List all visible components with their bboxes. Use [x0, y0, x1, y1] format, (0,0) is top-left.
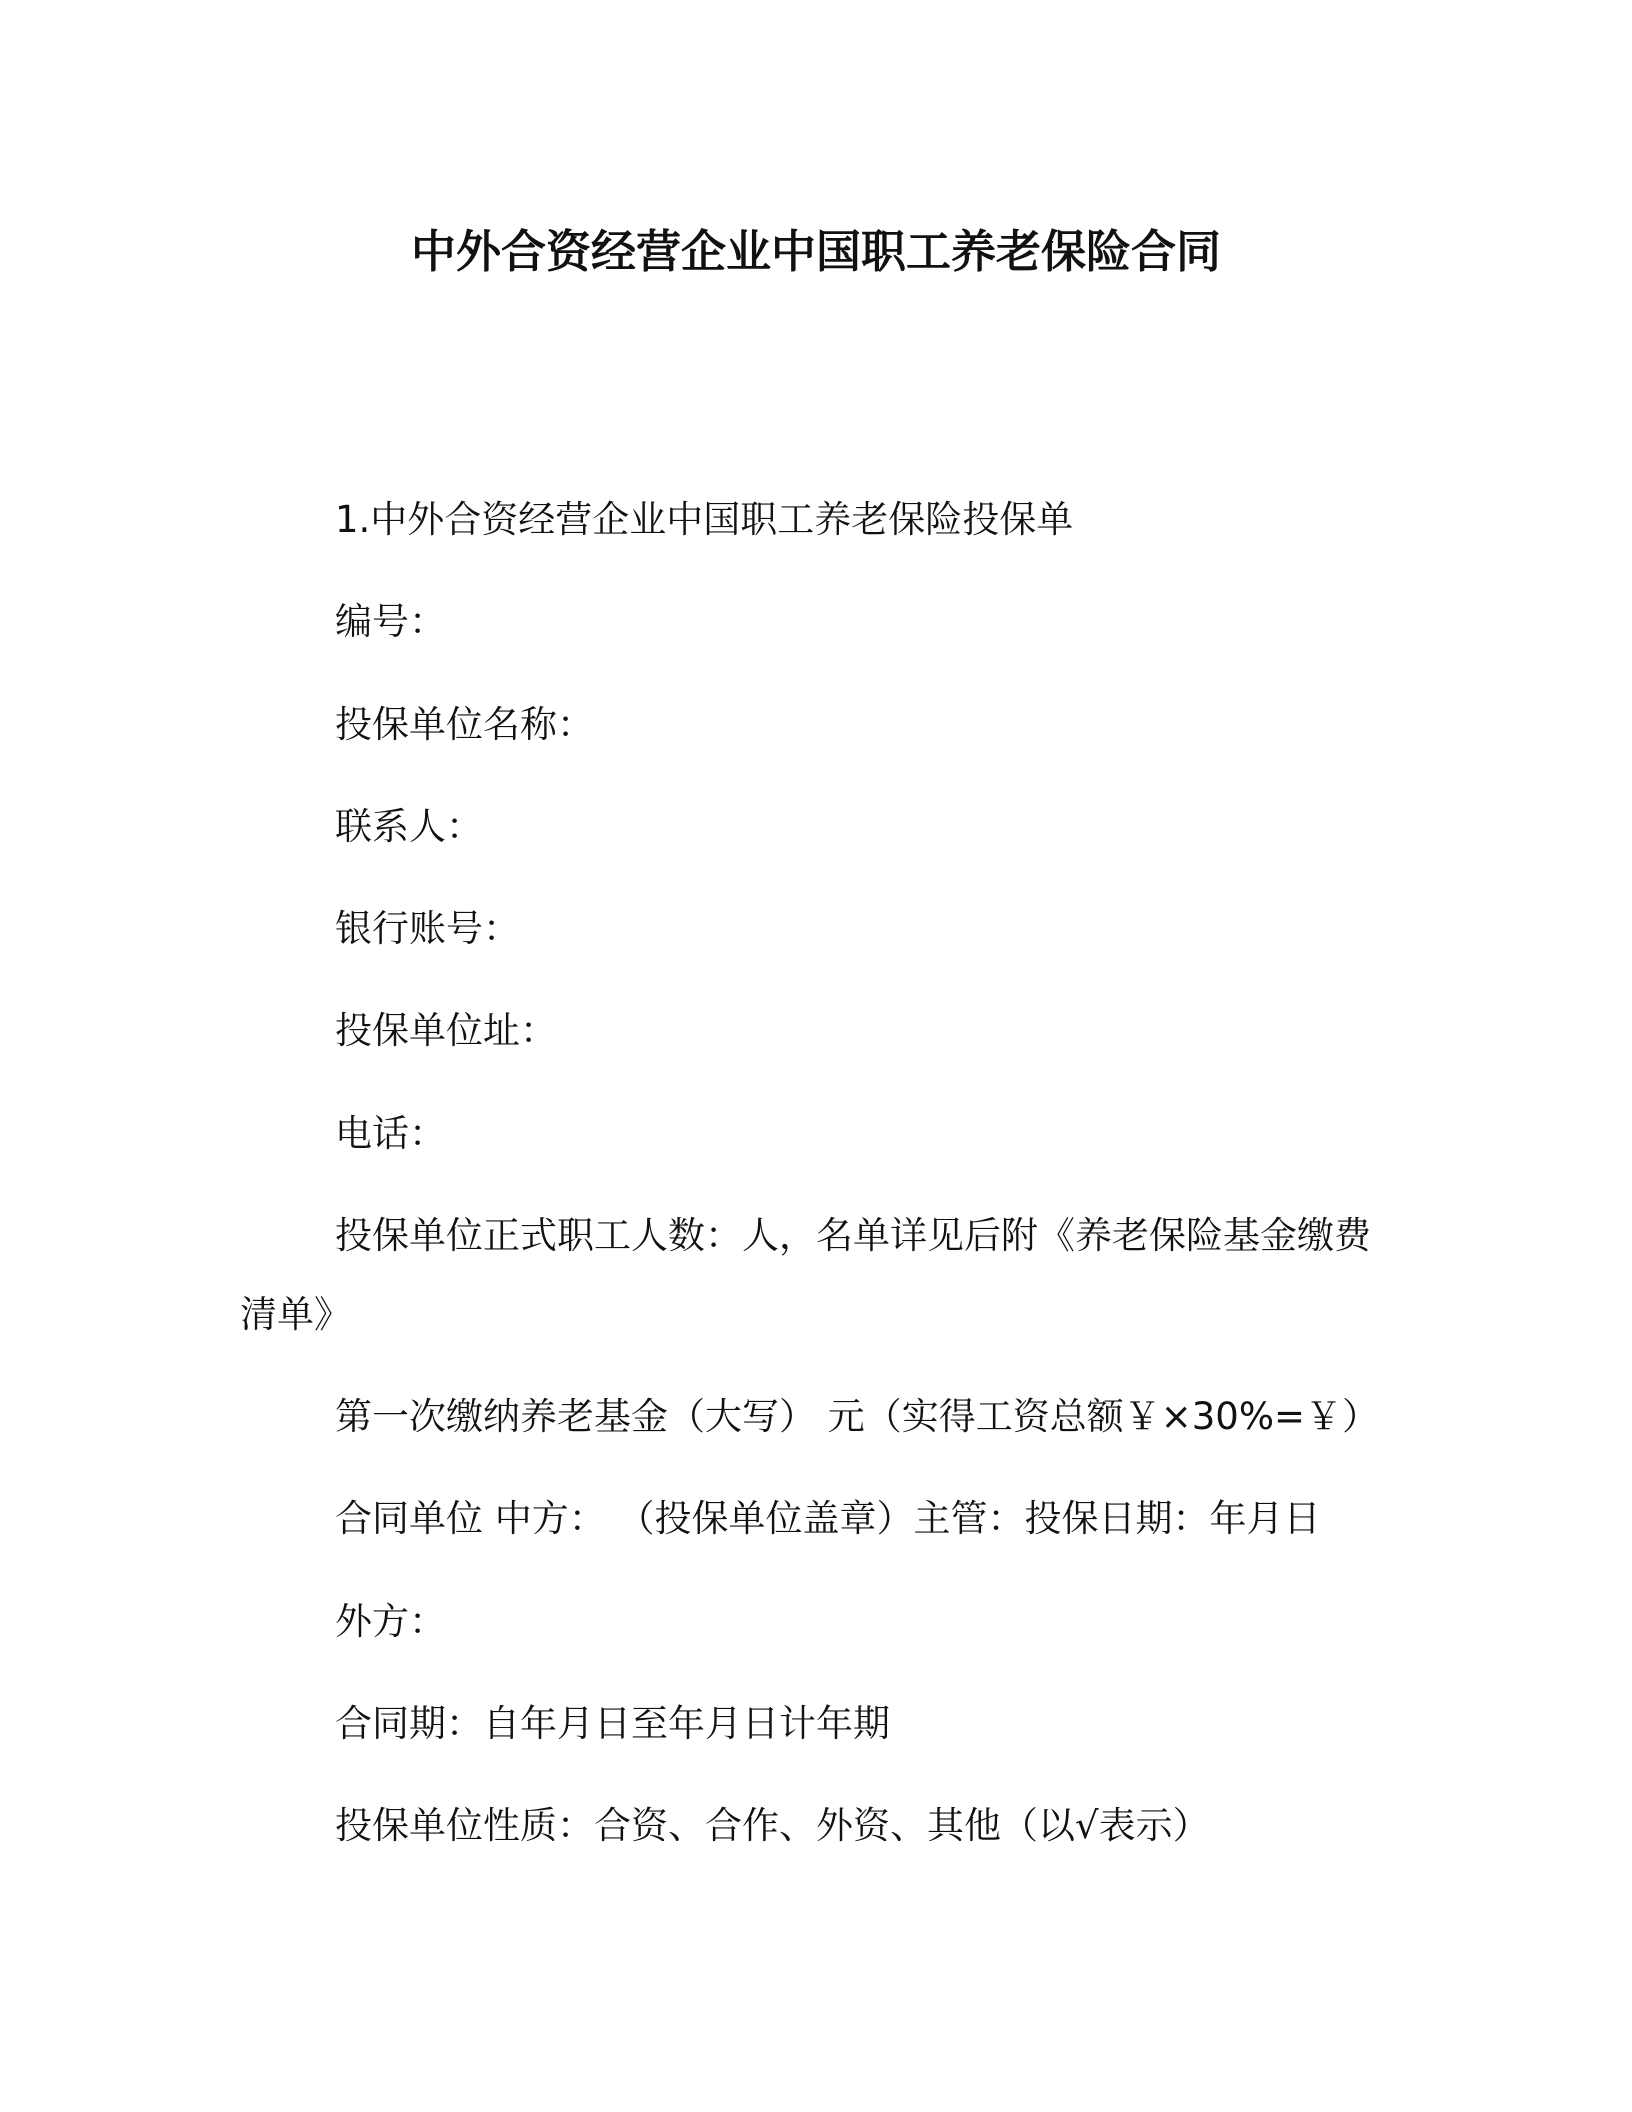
document-title: 中外合资经营企业中国职工养老保险合同 [410, 225, 1221, 278]
unit-nature-line: 投保单位性质：合资、合作、外资、其他（以√表示） [335, 1804, 1210, 1847]
contract-period-line: 合同期：自年月日至年月日计年期 [335, 1702, 890, 1745]
employees-line-1: 投保单位正式职工人数：人，名单详见后附《养老保险基金缴费 [335, 1214, 1371, 1257]
foreign-party-line: 外方： [335, 1600, 446, 1643]
contract-party-line: 合同单位 中方： （投保单位盖章）主管：投保日期：年月日 [335, 1497, 1321, 1540]
field-insured-unit-name: 投保单位名称： [335, 703, 594, 746]
section-heading: 1.中外合资经营企业中国职工养老保险投保单 [335, 498, 1074, 541]
first-payment-line: 第一次缴纳养老基金（大写） 元（实得工资总额￥×30%=￥） [335, 1395, 1380, 1438]
field-number: 编号： [335, 600, 446, 643]
employees-line-2: 清单》 [240, 1293, 351, 1336]
field-unit-address: 投保单位址： [335, 1009, 557, 1052]
field-phone: 电话： [335, 1112, 446, 1155]
field-bank-account: 银行账号： [335, 907, 520, 950]
field-contact: 联系人： [335, 805, 483, 848]
